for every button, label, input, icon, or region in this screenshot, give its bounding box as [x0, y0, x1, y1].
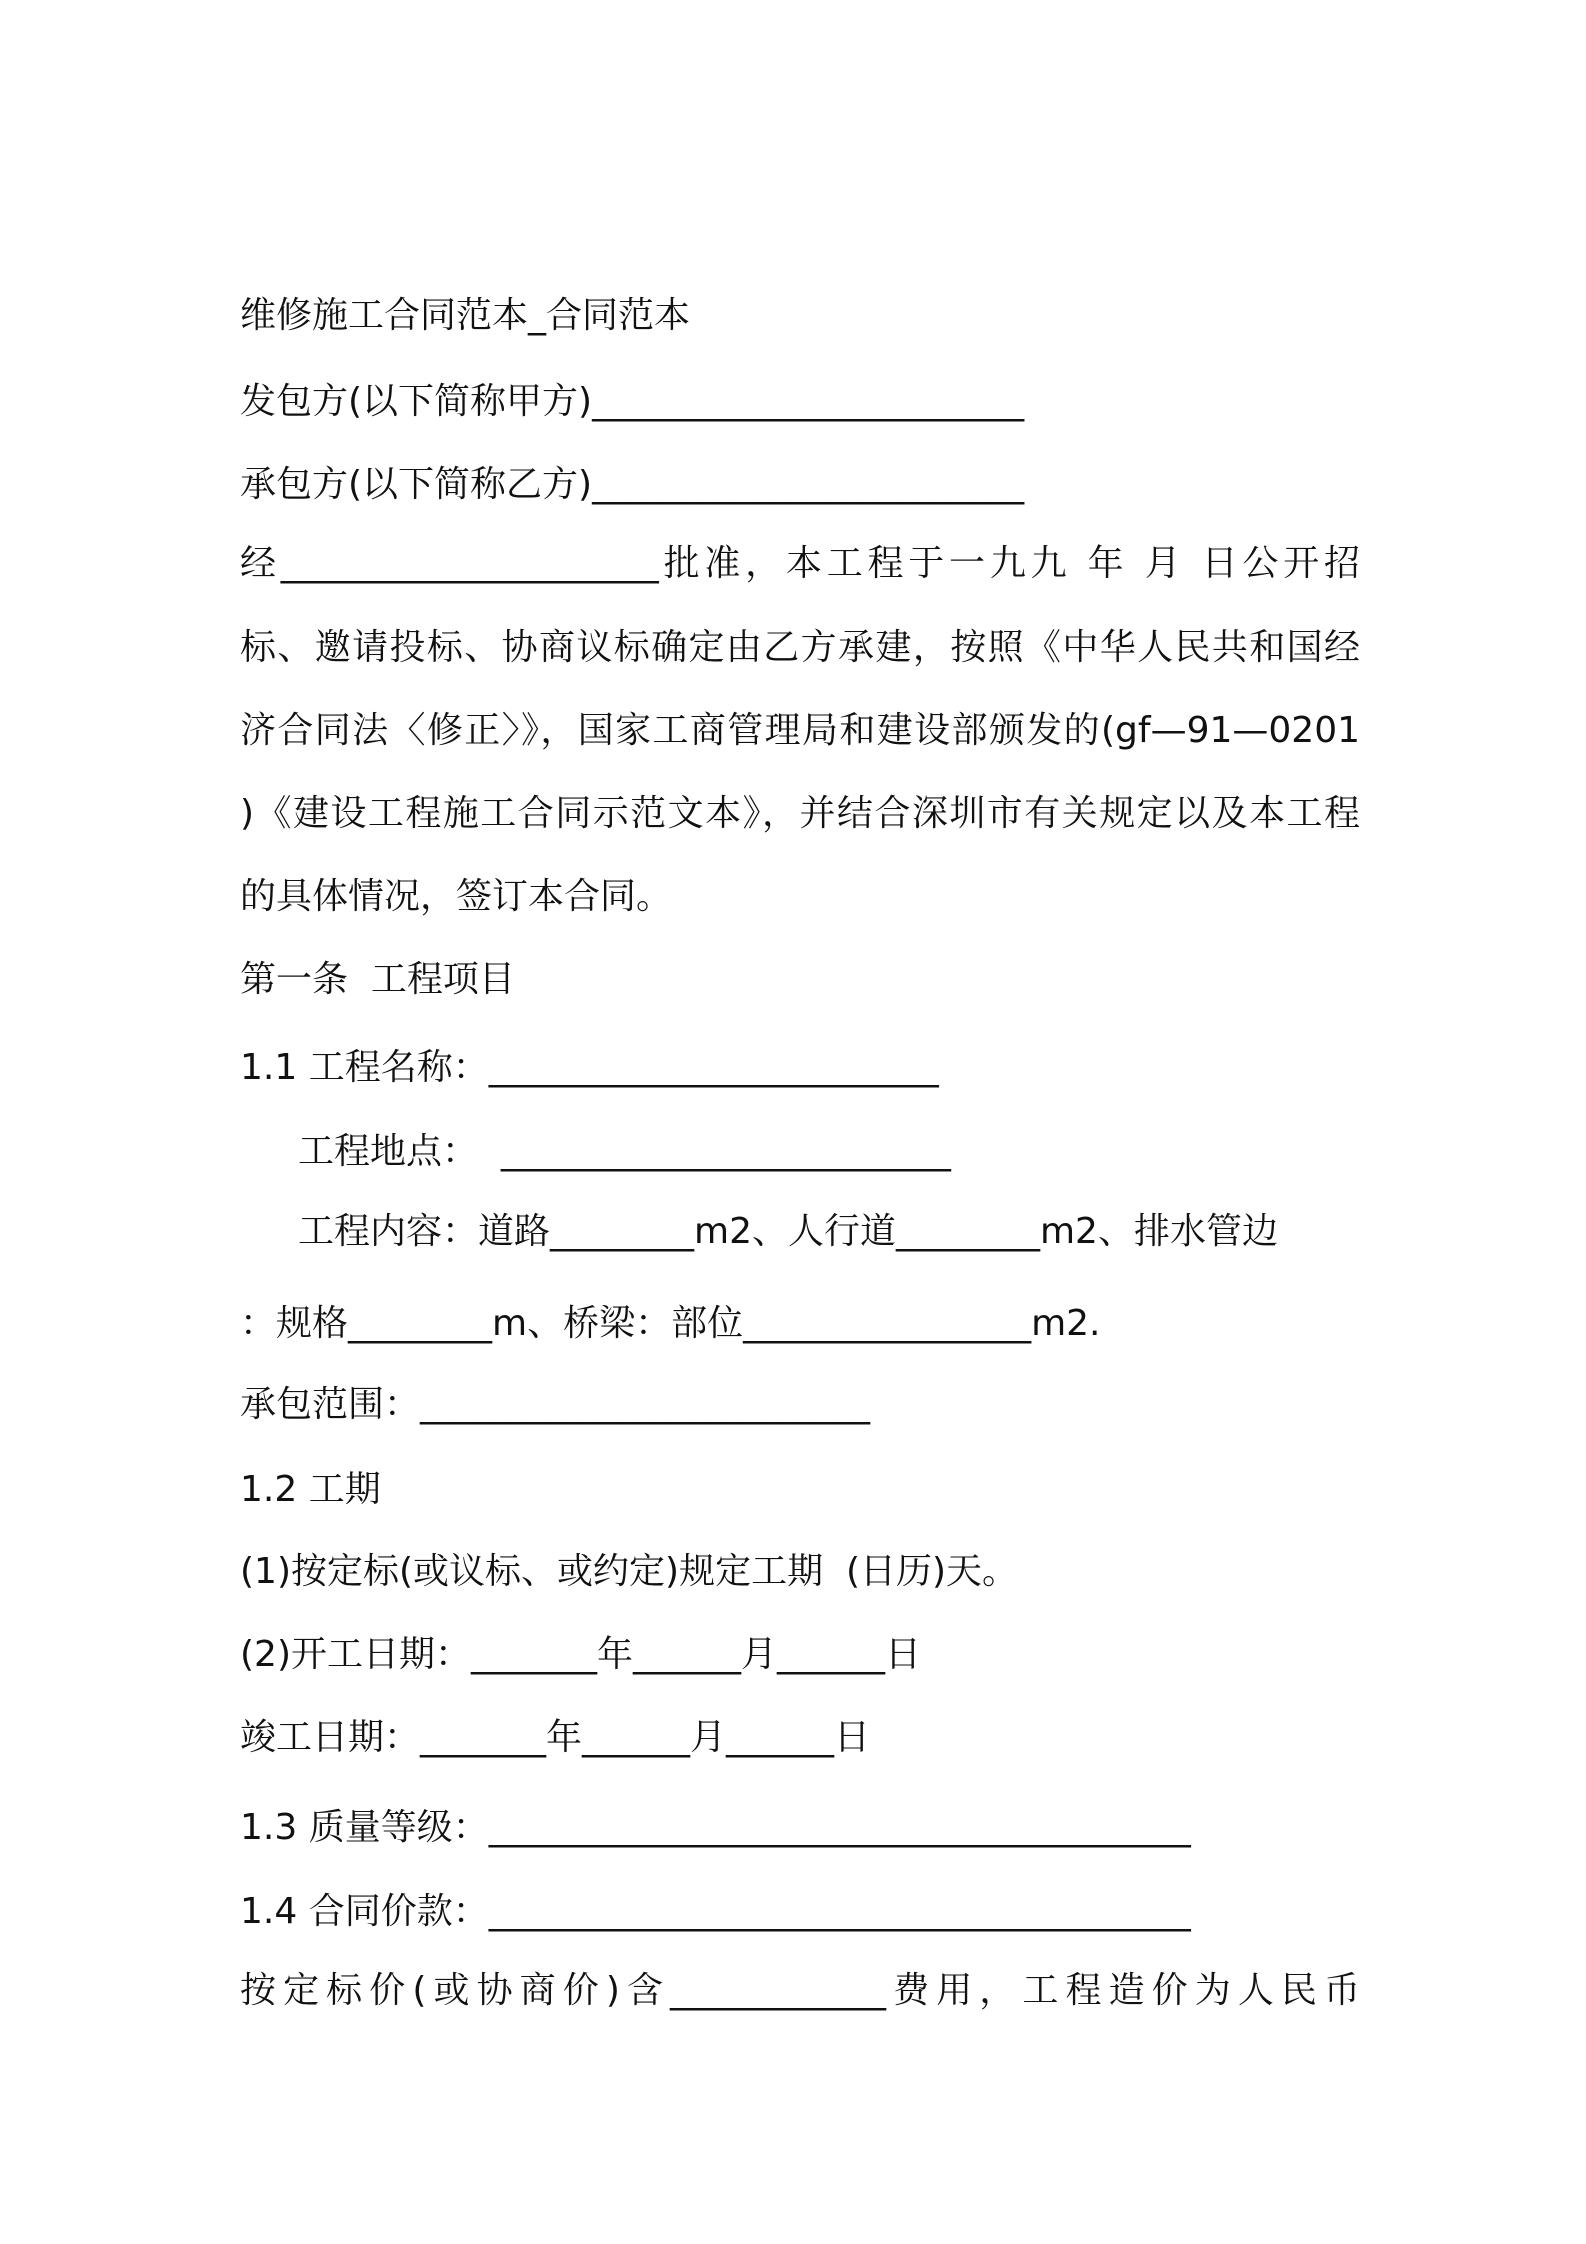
start-date-line: (2)开工日期：_______年______月______日: [240, 1634, 921, 1675]
section-heading: 第一条 工程项目: [240, 959, 515, 1000]
party-b-line: 承包方(以下简称乙方)________________________: [240, 464, 1025, 505]
project-name-line: 1.1 工程名称：_________________________: [240, 1047, 939, 1088]
completion-date-line: 竣工日期：_______年______月______日: [240, 1717, 871, 1758]
project-content-continued-line: ：规格________m、桥梁：部位________________m2.: [240, 1303, 1101, 1344]
party-a-line: 发包方(以下简称甲方)________________________: [240, 381, 1025, 422]
contract-price-line: 1.4 合同价款：_______________________________________: [240, 1891, 1191, 1932]
paragraph-line-3: 济合同法〈修正〉》，国家工商管理局和建设部颁发的(gf—91—0201: [240, 710, 1360, 751]
document-title: 维修施工合同范本_合同范本: [240, 295, 691, 336]
quality-grade-line: 1.3 质量等级：_______________________________________: [240, 1807, 1191, 1848]
paragraph-line-4: )《建设工程施工合同示范文本》，并结合深圳市有关规定以及本工程: [240, 793, 1360, 834]
project-content-line: 工程内容：道路________m2、人行道________m2、排水管边: [298, 1211, 1278, 1252]
paragraph-line-5: 的具体情况，签订本合同。: [240, 876, 673, 917]
schedule-rule-line: (1)按定标(或议标、或约定)规定工期 (日历)天。: [240, 1551, 1019, 1592]
contract-scope-line: 承包范围：_________________________: [240, 1384, 871, 1425]
price-description-line: 按定标价(或协商价)含____________费用，工程造价为人民币: [240, 1970, 1360, 2011]
paragraph-line-1: 经_____________________批准，本工程于一九九 年 月 日公开招: [240, 543, 1360, 584]
paragraph-line-2: 标、邀请投标、协商议标确定由乙方承建，按照《中华人民共和国经: [240, 627, 1360, 668]
schedule-heading: 1.2 工期: [240, 1469, 381, 1510]
project-location-line: 工程地点： _________________________: [298, 1131, 951, 1172]
